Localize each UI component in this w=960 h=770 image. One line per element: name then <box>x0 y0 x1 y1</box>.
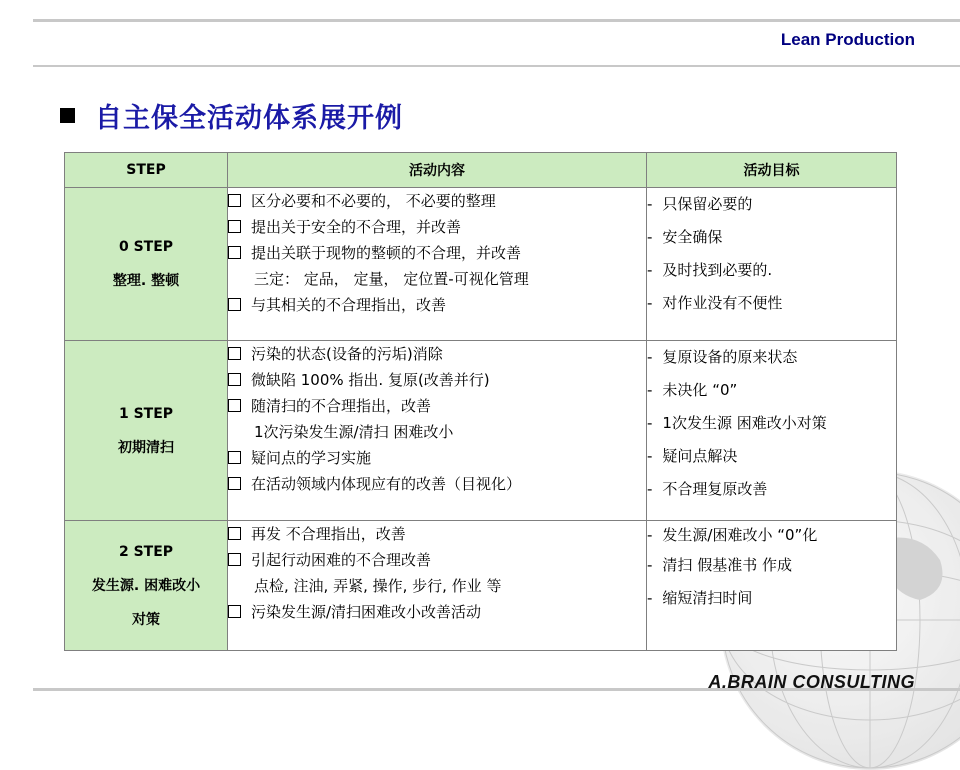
content-item <box>228 547 646 573</box>
content-item <box>228 292 646 318</box>
top-rule <box>33 19 960 22</box>
content-item <box>228 214 646 240</box>
goal-text: 安全确保 <box>662 228 723 246</box>
content-item <box>228 341 646 367</box>
goal-text: 疑问点解决 <box>662 447 738 465</box>
content-text: 引起行动困难的不合理改善 <box>251 551 432 569</box>
content-text: 与其相关的不合理指出，改善 <box>251 296 447 314</box>
checkbox-icon <box>228 194 241 207</box>
step-label: 1 STEP <box>118 405 174 422</box>
content-item <box>228 599 646 625</box>
column-header-content: 活动内容 <box>228 153 647 188</box>
goal-item: - 安全确保 <box>647 228 723 246</box>
content-cell <box>228 521 647 651</box>
table-row-step-1 <box>65 341 897 521</box>
content-text: 提出关联于现物的整顿的不合理，并改善 <box>251 244 522 262</box>
checkbox-icon <box>228 399 241 412</box>
goal-item: - 对作业没有不便性 <box>647 294 783 312</box>
step-cell <box>65 188 228 341</box>
goal-cell <box>647 188 897 341</box>
goal-text: 缩短清扫时间 <box>662 589 753 607</box>
step-cell <box>65 341 228 521</box>
content-item <box>228 367 646 393</box>
content-cell <box>228 341 647 521</box>
checkbox-icon <box>228 451 241 464</box>
content-item <box>228 445 646 471</box>
footer-brand: A.BRAIN CONSULTING <box>708 672 915 692</box>
content-text: 提出关于安全的不合理，并改善 <box>251 218 462 236</box>
content-text: 在活动领域内体现应有的改善（目视化） <box>251 475 522 493</box>
goal-text: 未决化 “0” <box>662 381 738 399</box>
table-row-step-0 <box>65 188 897 341</box>
checkbox-icon <box>228 527 241 540</box>
goal-item: - 只保留必要的 <box>647 195 753 213</box>
content-text: 三定： 定品， 定量， 定位置-可视化管理 <box>254 270 529 288</box>
goal-text: 清扫 假基准书 作成 <box>662 556 792 574</box>
content-item <box>228 471 646 497</box>
goal-cell <box>647 341 897 521</box>
content-item <box>228 266 646 292</box>
goal-item: - 清扫 假基准书 作成 <box>647 556 792 574</box>
checkbox-icon <box>228 347 241 360</box>
goal-text: 不合理复原改善 <box>662 480 768 498</box>
content-item <box>228 573 646 599</box>
step-name: 整理. 整顿 <box>112 273 180 289</box>
goal-item: - 1次发生源 困难改小对策 <box>647 414 827 432</box>
header-rule <box>33 65 960 67</box>
checkbox-icon <box>228 298 241 311</box>
goal-text: 1次发生源 困难改小对策 <box>662 414 827 432</box>
table-header-row <box>65 153 897 188</box>
goal-item: - 疑问点解决 <box>647 447 738 465</box>
goal-item: - 缩短清扫时间 <box>647 589 753 607</box>
step-name: 发生源. 困难改小 <box>91 577 201 594</box>
content-item <box>228 419 646 445</box>
column-header-step: STEP <box>65 153 228 188</box>
checkbox-icon <box>228 373 241 386</box>
step-label: 2 STEP <box>118 543 174 560</box>
content-text: 随清扫的不合理指出，改善 <box>251 397 432 415</box>
content-item <box>228 188 646 214</box>
page-title-text: 自主保全活动体系展开例 <box>95 103 403 134</box>
content-cell <box>228 188 647 341</box>
header-title: Lean Production <box>780 30 915 49</box>
content-text: 微缺陷 100% 指出. 复原(改善并行) <box>251 371 490 389</box>
goal-item: - 未决化 “0” <box>647 381 738 399</box>
goal-item: - 不合理复原改善 <box>647 480 768 498</box>
content-text: 污染发生源/清扫困难改小改善活动 <box>251 603 482 621</box>
goal-item: - 复原设备的原来状态 <box>647 348 798 366</box>
step-label: 0 STEP <box>118 239 174 255</box>
checkbox-icon <box>228 246 241 259</box>
goal-text: 发生源/困难改小 “0”化 <box>662 526 818 544</box>
goal-text: 对作业没有不便性 <box>662 294 783 312</box>
content-text: 污染的状态(设备的污垢)消除 <box>251 345 443 363</box>
content-text: 疑问点的学习实施 <box>251 449 372 467</box>
step-name-cont: 对策 <box>132 611 160 628</box>
goal-item: - 发生源/困难改小 “0”化 <box>647 526 818 544</box>
column-header-goal: 活动目标 <box>647 153 897 188</box>
goal-cell <box>647 521 897 651</box>
content-item <box>228 521 646 547</box>
table-row-step-2 <box>65 521 897 651</box>
page-title <box>60 96 403 135</box>
goal-item: - 及时找到必要的. <box>647 261 773 279</box>
activity-table <box>64 152 897 651</box>
content-item <box>228 393 646 419</box>
checkbox-icon <box>228 605 241 618</box>
content-text: 1次污染发生源/清扫 困难改小 <box>254 423 454 441</box>
goal-text: 复原设备的原来状态 <box>662 348 798 366</box>
checkbox-icon <box>228 477 241 490</box>
step-cell <box>65 521 228 651</box>
content-text: 点检, 注油, 弄紧, 操作, 步行, 作业 等 <box>254 577 502 595</box>
content-text: 区分必要和不必要的， 不必要的整理 <box>251 192 496 210</box>
title-bullet <box>60 108 75 123</box>
content-text: 再发 不合理指出，改善 <box>251 525 406 543</box>
goal-text: 及时找到必要的. <box>662 261 773 279</box>
goal-text: 只保留必要的 <box>662 195 753 213</box>
checkbox-icon <box>228 220 241 233</box>
step-name: 初期清扫 <box>118 439 174 456</box>
checkbox-icon <box>228 553 241 566</box>
content-item <box>228 240 646 266</box>
